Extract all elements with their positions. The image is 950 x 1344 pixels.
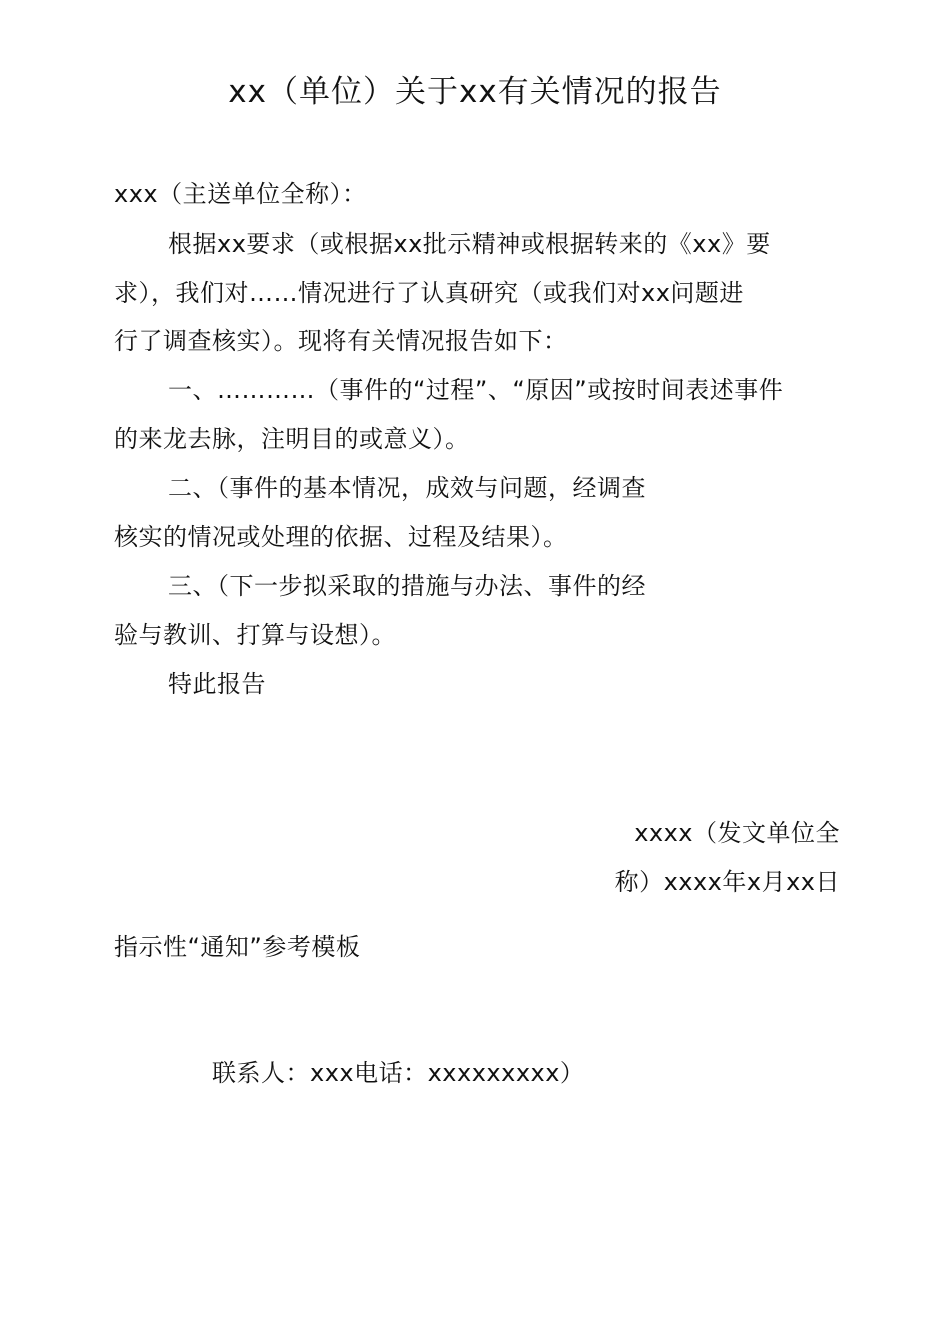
signature-line-1: xxxx（发文单位全	[634, 819, 840, 847]
section-two-line-2: 核实的情况或处理的依据、过程及结果）。	[114, 523, 568, 551]
document-title: xx（单位）关于xx有关情况的报告	[228, 74, 722, 110]
section-one-line-1: 一、…………（事件的“过程”、“原因”或按时间表述事件	[168, 376, 784, 404]
signature-line-2: 称）xxxx年x月xx日	[614, 868, 840, 896]
section-three-line-2: 验与教训、打算与设想）。	[114, 621, 396, 649]
contact-line: 联系人：xxx电话：xxxxxxxxx）	[212, 1059, 585, 1087]
section-one-line-2: 的来龙去脉，注明目的或意义）。	[114, 425, 470, 453]
template-label: 指示性“通知”参考模板	[114, 933, 361, 961]
salutation: xxx（主送单位全称）：	[114, 180, 367, 208]
section-two-line-1: 二、（事件的基本情况，成效与问题，经调查	[168, 474, 646, 502]
body-line-3: 行了调查核实）。现将有关情况报告如下：	[114, 327, 568, 355]
body-line-2: 求），我们对……情况进行了认真研究（或我们对xx问题进	[114, 279, 744, 307]
section-three-line-1: 三、（下一步拟采取的措施与办法、事件的经	[168, 572, 646, 600]
body-line-1: 根据xx要求（或根据xx批示精神或根据转来的《xx》要	[168, 230, 771, 258]
closing-line: 特此报告	[168, 670, 266, 698]
